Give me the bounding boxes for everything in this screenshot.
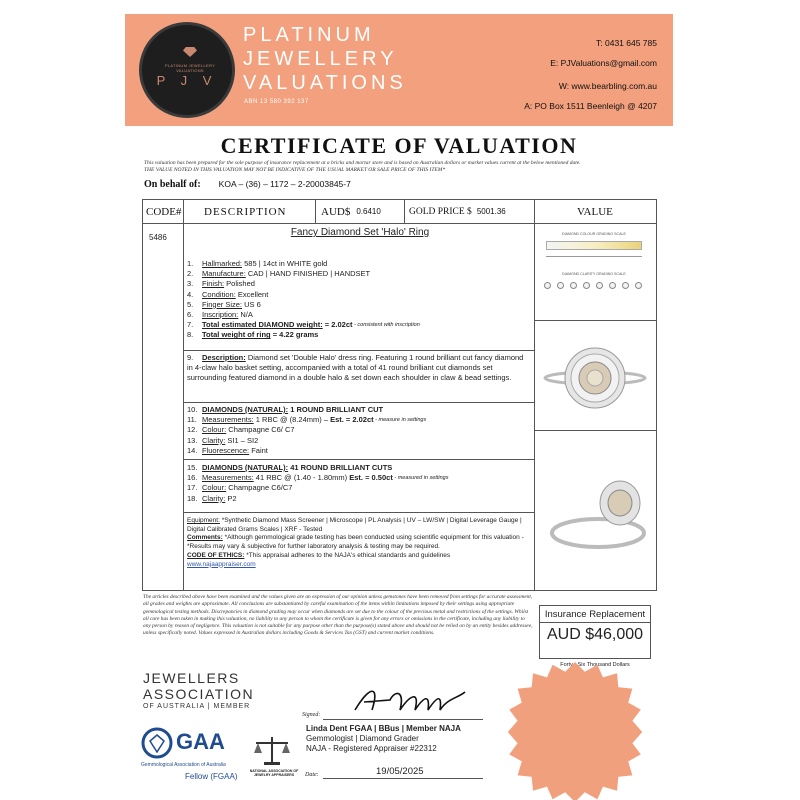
clarity-diamond-icon [609,282,616,289]
insurance-replacement-box [539,605,651,659]
ring-top-view-image [542,330,648,426]
clarity-diamond-icon [583,282,590,289]
item-number: 12. [187,425,198,435]
item-label: Clarity: [202,493,226,503]
header-aud [321,200,381,224]
list-item [187,269,420,279]
colour-gradient-bar [546,241,642,250]
date-label: Date: [305,772,319,778]
clarity-scale-title: DIAMOND CLARITY GRADING SCALE [562,272,626,276]
item-label: Hallmarked: [202,259,243,268]
item-label: DIAMONDS (NATURAL): [202,463,289,472]
list-item [187,494,448,504]
item-number: 7. [187,320,194,330]
signer-naja: NAJA - Registered Appraiser #22312 [306,744,437,753]
header-gold-label: GOLD PRICE $ [409,206,472,217]
description-block [187,353,531,383]
signed-label: Signed: [302,712,321,718]
item-label: Finish: [202,279,225,289]
on-behalf-of [144,179,351,190]
on-behalf-value: KOA – (36) – 1172 – 2-20003845-7 [218,179,351,189]
diamond-icon [183,47,197,57]
clarity-diamond-icon [557,282,564,289]
colour-grading-scale [540,232,648,272]
item-number: 16. [187,473,198,483]
disclaimer-line-1: This valuation has been prepared for the sole purpose of insurance replacement at a bricks and mortar store and is based on Australian dollars or market values current at the below mentioned date. [144,160,581,166]
description-text: Diamond set 'Double Halo' dress ring. Featuring 1 round brilliant cut fancy diamond in 4-claw halo basket setting, accompanied with a total of 41 round brilliant cut diamonds set surrounding featured diamond in a double halo & set down each shoulder in claw & bead settings. [187,353,524,382]
item-list [187,259,420,341]
item-label: Measurements: [202,473,254,483]
item-number: 13. [187,435,198,445]
contact-phone: T: 0431 645 785 [596,38,657,48]
item-label: Condition: [202,289,236,299]
certificate-seal [505,662,645,800]
terms-fine-print: The articles described above have been examined and the values given are an expression of our opinion unless gemstones have been removed from settings for accurate assessment, all grades and weights are approximate. All conclusions are substantiated by careful examination of the items within limitations imposed by their settings using appropriate gemmological testing methods. Discrepancies in diamond grading may occur when diamonds are set due to the colour of the precious metal and restrictions of the settings. Whilst all care has been taken in making this valuation, no liability to any person to whom the certificate is given for any errors or omissions in the certificate, including any liability to any person by reason of negligence. This valuation is not suitable for any purpose other than the purpose(s) stated above and should not be relied on by an entity besides addressee, unless specifically noted. Values expressed in Australian dollars including Goods & Services Tax (GST) and current market conditions. [143,594,533,637]
section-rule-1 [184,350,534,351]
item-value: P2 [225,493,237,503]
list-item [187,300,420,310]
clarity-grading-scale [540,272,648,312]
list-item [187,405,426,415]
section-rule-4 [184,512,534,513]
item-number: 6. [187,310,194,320]
item-number: 8. [187,330,194,340]
diamond-centre-list [187,405,426,456]
ethics-text: *This appraisal adheres to the NAJA's ethical standards and guidelines [244,551,451,559]
item-value: 41 ROUND BRILLIANT CUTS [288,463,393,472]
ja-line-2: ASSOCIATION [143,686,255,702]
list-item [187,320,420,330]
insurance-rule [540,622,650,623]
list-item [187,259,420,269]
list-item [187,463,448,473]
item-number: 10. [187,405,198,414]
item-value: Champagne C6/ C7 [226,425,295,435]
clarity-diamond-icon [570,282,577,289]
list-item [187,310,420,320]
header-aud-label: AUD$ [321,205,351,218]
comments-label: Comments: [187,534,223,542]
header-gold [409,200,506,224]
item-note: - measure in settings [373,417,427,424]
gaa-fellow: Fellow (FGAA) [185,772,238,781]
item-value: Faint [249,445,268,455]
item-value: N/A [238,310,253,320]
insurance-value: AUD $46,000 [546,626,644,643]
diamond-accent-list [187,463,448,504]
ethics-label: CODE OF ETHICS: [187,551,245,559]
list-item [187,446,426,456]
brand-line-3: VALUATIONS [243,72,407,94]
item-value: 41 RBC @ (1.40 - 1.80mm) [253,473,350,483]
list-item [187,330,420,340]
header-divider-1 [315,200,316,224]
list-item [187,415,426,425]
naja-scales-icon [252,733,292,767]
item-value: SI1 – SI2 [225,435,259,445]
disclaimer-line-2: THE VALUE NOTED IN THIS VALUATION MAY NOT BE INDICATIVE OF THE USUAL MARKET OR SALE PRICE OF THIS ITEM* [144,167,446,173]
item-value: CAD | HAND FINISHED | HANDSET [245,269,371,279]
item-number: 1. [187,259,194,268]
item-estimate: Est. = 0.50ct [349,473,393,483]
item-number: 5. [187,299,194,309]
header-code: CODE# [146,200,181,224]
item-value: 1 RBC @ (8.24mm) – [253,415,331,425]
contact-email: E: PJValuations@gmail.com [550,58,657,68]
signer-role: Gemmologist | Diamond Grader [306,734,419,743]
gaa-logo [141,727,238,781]
pjv-logo [139,22,235,118]
item-label: Total estimated DIAMOND weight: [202,320,323,330]
list-item [187,436,426,446]
logo-small-text: PLATINUM JEWELLERY VALUATIONS [164,63,216,73]
header-divider-2 [404,200,405,224]
value-column-rule-2 [535,430,656,431]
item-note: - consistent with inscription [352,322,420,329]
contact-address: A: PO Box 1511 Beenleigh @ 4207 [524,101,657,111]
item-value: Champagne C6/C7 [226,483,293,493]
colour-scale-rule [546,256,642,257]
ethics-line [187,552,533,561]
header-description: DESCRIPTION [204,200,287,224]
comments-text: *Although gemmological grade testing has been conducted using scientific equipment for this valuation - *Results may vary & subjective for further laboratory analysis & testing may be required. [187,534,524,551]
value-column-rule-1 [535,320,656,321]
code-column-divider [183,200,184,591]
description-number: 9. [187,353,194,362]
naja-link[interactable]: www.najaappraiser.com [187,560,256,568]
item-number: 15. [187,463,198,472]
list-item [187,425,426,435]
certificate-title: CERTIFICATE OF VALUATION [220,133,578,158]
comments-line [187,534,533,551]
item-label: Clarity: [202,435,226,445]
ring-side-view-image [548,475,648,565]
item-label: Inscription: [202,310,239,320]
list-item [187,473,448,483]
abn-number: ABN 13 580 392 137 [244,99,309,105]
clarity-diamond-icon [596,282,603,289]
on-behalf-label: On behalf of: [144,179,201,190]
equipment-text: *Synthetic Diamond Mass Screener | Microscope | PL Analysis | UV – LW/SW | Digital Leverage Gauge | Digital Calibrated Grams Scales | XRF - Tested [187,517,522,533]
ring-title: Fancy Diamond Set 'Halo' Ring [290,227,430,238]
item-value: 1 ROUND BRILLIANT CUT [288,405,384,414]
value-column-divider [534,200,535,591]
brand-line-1: PLATINUM [243,24,375,46]
list-item [187,483,448,493]
header-value: VALUE [577,200,613,224]
contact-web: W: www.bearbling.com.au [558,81,657,91]
item-label: Fluorescence: [202,445,250,455]
item-label: Total weight of ring [202,330,271,340]
gaa-sub: Gemmological Association of Australia [141,762,226,768]
signer-name: Linda Dent FGAA | BBus | Member NAJA [306,724,461,733]
item-number: 14. [187,445,198,455]
item-value: US 6 [242,299,261,309]
clarity-diamond-icon [544,282,551,289]
disclaimer [144,160,664,174]
item-label: Manufacture: [202,269,246,279]
item-value: Excellent [235,289,269,299]
section-rule-3 [184,459,534,460]
item-label: Finger Size: [202,299,243,309]
item-number: 3. [187,279,194,289]
handwritten-signature-image [350,680,470,720]
ja-line-1: JEWELLERS [143,670,240,686]
item-number: 2. [187,269,194,279]
header-aud-value: 0.6410 [356,207,381,216]
gaa-name: GAA [176,729,225,754]
section-rule-2 [184,402,534,403]
item-number: 17. [187,483,198,493]
item-label: Colour: [202,483,227,493]
item-value: Polished [224,279,255,289]
clarity-diamond-icon [622,282,629,289]
item-number: 4. [187,289,194,299]
item-value: = 2.02ct [322,320,353,330]
ja-line-3: OF AUSTRALIA | MEMBER [143,703,251,710]
item-label: Measurements: [202,415,254,425]
brand-line-2: JEWELLERY [243,48,398,70]
item-number: 11. [187,415,197,425]
list-item [187,290,420,300]
colour-scale-title: DIAMOND COLOUR GRADING SCALE [562,232,626,236]
equipment-label: Equipment: [187,517,220,524]
description-label: Description: [202,353,246,362]
signature-date: 19/05/2025 [376,766,424,777]
item-number: 18. [187,493,198,503]
signature-line [323,719,483,720]
item-value: 585 | 14ct in WHITE gold [242,259,328,268]
item-label: Colour: [202,425,227,435]
item-label: DIAMONDS (NATURAL): [202,405,289,414]
item-estimate: Est. = 2.02ct [330,415,374,425]
header-gold-value: 5001.36 [476,207,506,216]
item-code: 5486 [149,233,167,242]
equipment-line [187,517,533,534]
gaa-emblem-icon [141,727,173,759]
insurance-label: Insurance Replacement [544,609,646,620]
naja-sub: NATIONAL ASSOCIATION OF JEWELRY APPRAISERS [249,769,299,777]
date-line [323,778,483,779]
item-value: = 4.22 grams [270,330,319,340]
logo-initials: P J V [156,73,218,88]
equipment-block [187,517,533,569]
clarity-diamond-icon [635,282,642,289]
list-item [187,279,420,289]
insurance-value-words: Forty - Six Thousand Dollars [560,662,630,668]
item-note: - measured in settings [392,475,449,482]
